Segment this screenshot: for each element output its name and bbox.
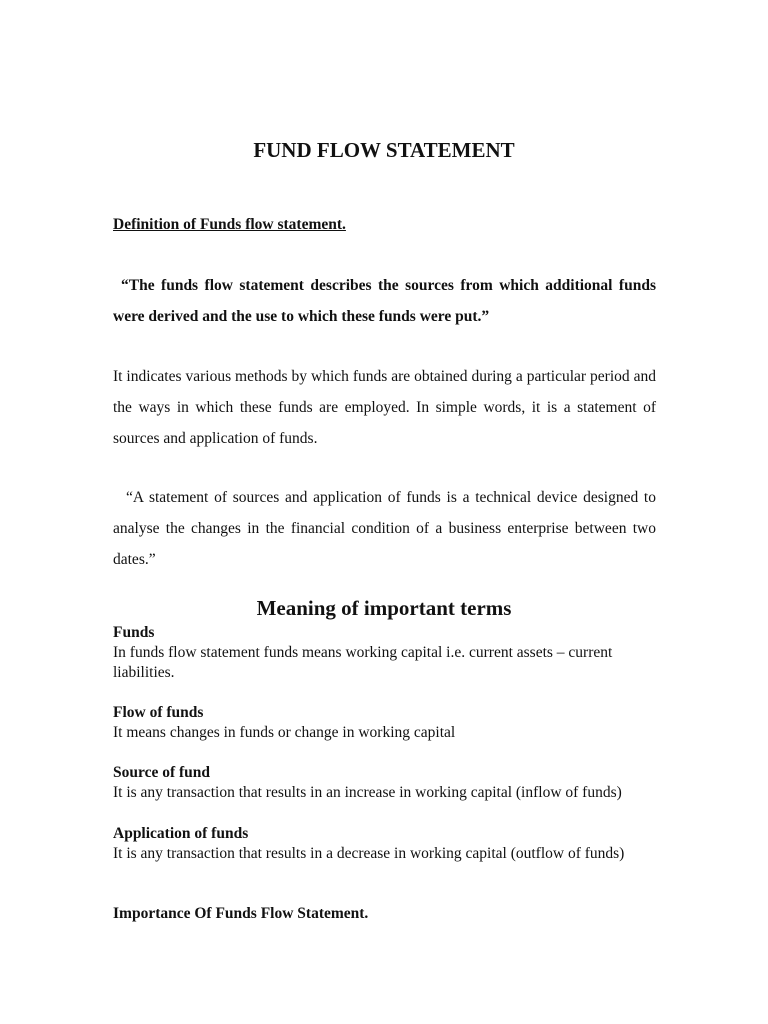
term-source-of-fund <box>113 763 673 803</box>
document-title: FUND FLOW STATEMENT <box>253 138 515 162</box>
term-name: Funds <box>113 624 155 641</box>
definition-heading: Definition of Funds flow statement. <box>113 216 346 233</box>
term-description: It is any transaction that results in a decrease in working capital (outflow of funds) <box>113 845 625 862</box>
term-name: Flow of funds <box>113 704 204 721</box>
importance-heading: Importance Of Funds Flow Statement. <box>113 905 369 922</box>
term-name: Application of funds <box>113 825 249 842</box>
term-flow-of-funds <box>113 703 673 743</box>
term-application-of-funds <box>113 824 673 864</box>
technical-device-quote: “A statement of sources and application of funds is a technical device designed to analyse the changes in the financial condition of a business enterprise between two dates.” <box>113 489 656 568</box>
term-funds <box>113 623 673 683</box>
term-description: It means changes in funds or change in working capital <box>113 724 456 741</box>
explanation-paragraph: It indicates various methods by which funds are obtained during a particular period and the ways in which these funds are employed. In simple words, it is a statement of sources and application of funds. <box>113 368 656 447</box>
section-heading-important-terms: Meaning of important terms <box>256 596 512 620</box>
term-name: Source of fund <box>113 764 211 781</box>
term-description: It is any transaction that results in an increase in working capital (inflow of funds) <box>113 784 622 801</box>
term-description: In funds flow statement funds means working capital i.e. current assets – current liabilities. <box>113 644 613 681</box>
definition-quote: “The funds flow statement describes the sources from which additional funds were derived and the use to which these funds were put.” <box>113 277 656 325</box>
